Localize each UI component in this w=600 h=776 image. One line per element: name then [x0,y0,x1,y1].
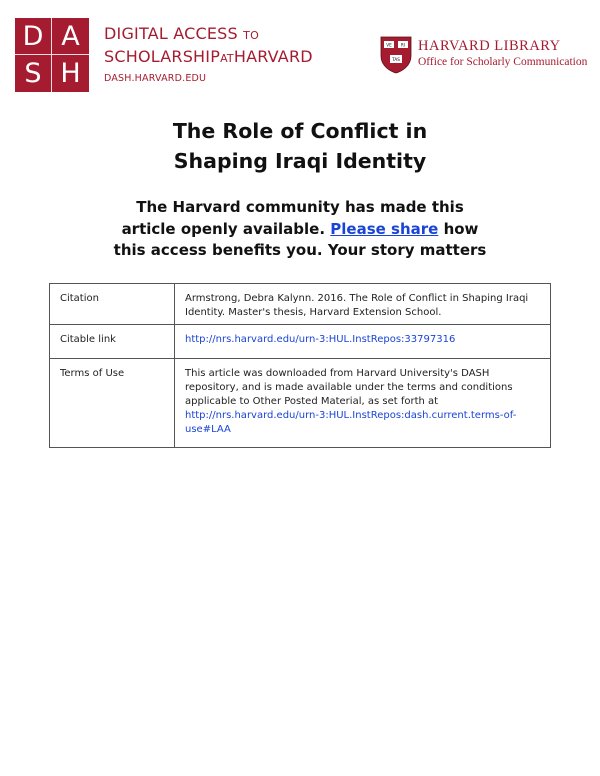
dash-wordmark-text: SCHOLARSHIP [104,47,221,66]
dash-logo [15,18,89,92]
citation-label: Citation [50,284,175,325]
document-title [0,116,600,176]
citable-link-label: Citable link [50,325,175,359]
terms-of-use-cell [175,359,551,448]
table-row [50,284,551,325]
access-text: how [443,219,479,238]
metadata-table [49,283,551,448]
dash-wordmark-line1 [104,23,313,46]
dash-wordmark-small: TO [243,29,259,42]
dash-logo-letter: D [15,18,52,55]
please-share-link[interactable]: Please share [330,219,439,238]
document-title-line: Shaping Iraqi Identity [173,149,427,173]
document-title-line: The Role of Conflict in [172,119,428,143]
dash-logo-letter: A [52,18,89,55]
dash-logo-letter: S [15,55,52,92]
table-row [50,359,551,448]
table-row [50,325,551,359]
dash-logo-letter: H [60,58,81,89]
harvard-shield-icon [380,36,412,74]
terms-of-use-link[interactable]: http://nrs.harvard.edu/urn-3:HUL.InstRepos:dash.current.terms-of-use#LAA [185,410,517,435]
shield-text: RI [400,42,406,48]
shield-text: TAS [392,56,400,62]
dash-wordmark [104,23,313,84]
access-line [0,219,600,241]
dash-wordmark-small: AT [220,52,234,65]
access-statement [0,197,600,262]
access-text: article openly available. [121,219,326,238]
dash-url[interactable]: DASH.HARVARD.EDU [104,73,207,84]
dash-wordmark-text: HARVARD [233,47,313,66]
dash-wordmark-text: DIGITAL ACCESS [104,24,238,43]
citable-link-cell [175,325,551,359]
terms-of-use-label: Terms of Use [50,359,175,448]
terms-of-use-text: This article was downloaded from Harvard University's DASH repository, and is made available under the terms and conditions applicable to Other Posted Material, as set forth at [185,368,513,407]
access-line: this access benefits you. Your story matters [113,241,487,259]
shield-text: VE [386,42,392,48]
harvard-library-title: HARVARD LIBRARY [418,38,561,54]
citable-link[interactable]: http://nrs.harvard.edu/urn-3:HUL.InstRepos:33797316 [185,334,456,345]
harvard-library-wordmark [418,38,587,69]
citation-value: Armstrong, Debra Kalynn. 2016. The Role of Conflict in Shaping Iraqi Identity. Master's thesis, Harvard Extension School. [175,284,551,325]
harvard-library-subtitle: Office for Scholarly Communication [418,56,588,68]
dash-wordmark-line2 [104,46,313,69]
access-line: The Harvard community has made this [136,198,464,216]
